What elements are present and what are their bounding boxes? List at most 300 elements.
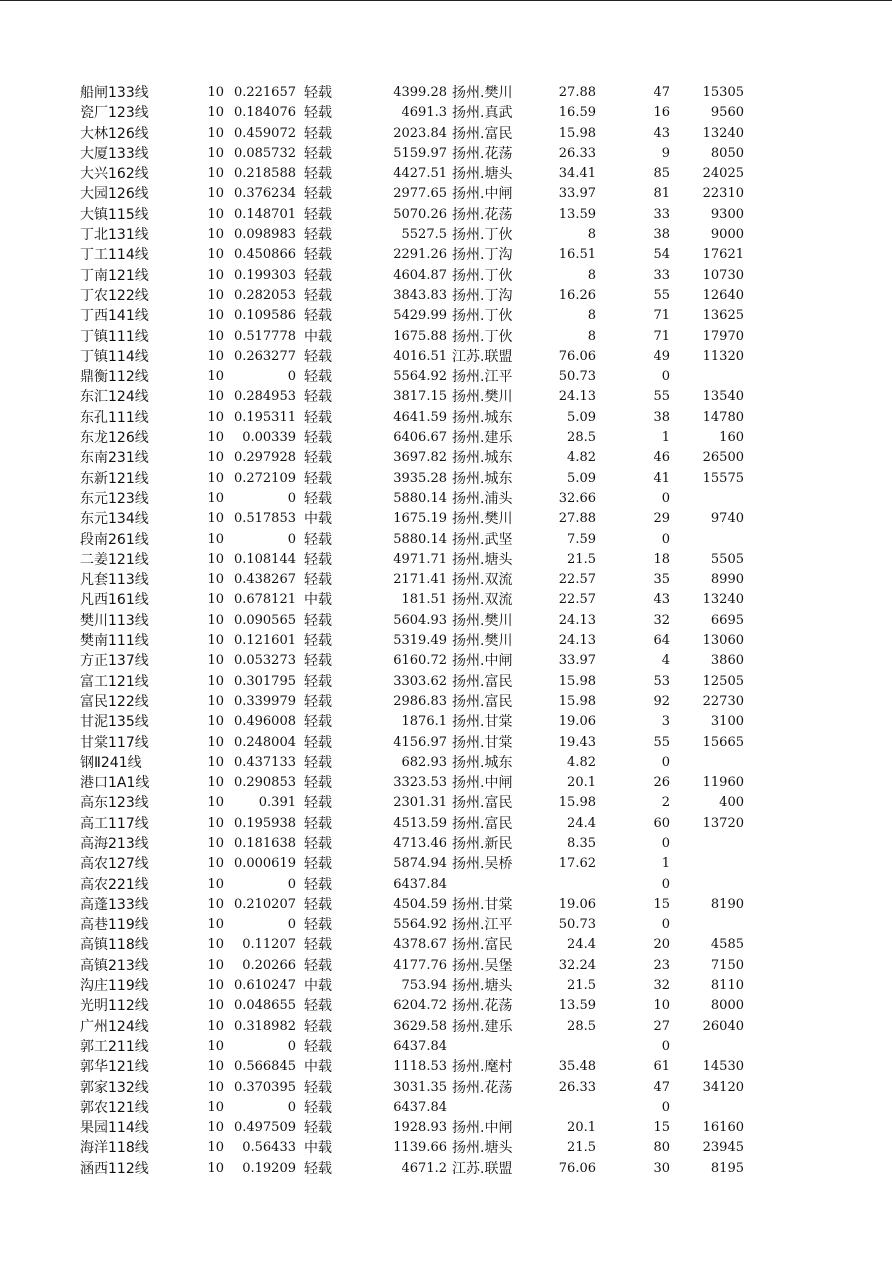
capacity-cell: 5527.5	[401, 227, 447, 243]
load-rate-cell: 0.195938	[233, 815, 296, 831]
capacity-cell: 6437.84	[393, 1038, 447, 1054]
voltage-cell: 10	[207, 470, 224, 486]
voltage-cell: 10	[207, 348, 224, 364]
load-rate-cell: 0.678121	[233, 592, 296, 608]
load-status-cell: 轻载	[304, 125, 332, 142]
voltage-cell: 10	[207, 937, 224, 953]
substation-cell: 扬州.中闸	[452, 775, 513, 792]
capacity-cell: 753.94	[401, 978, 447, 994]
load-status-cell: 轻载	[304, 551, 332, 568]
load-status-cell: 轻载	[304, 308, 332, 325]
capacity-cell: 5159.97	[393, 145, 447, 161]
substation-cell: 扬州.双流	[452, 592, 513, 609]
capacity-cell: 4713.46	[393, 835, 447, 851]
load-rate-cell: 0.098983	[233, 227, 296, 243]
voltage-cell: 10	[207, 145, 224, 161]
table-row	[0, 184, 892, 204]
voltage-cell: 10	[207, 227, 224, 243]
substation-cell: 扬州.吴桥	[452, 856, 513, 873]
table-row	[0, 895, 892, 915]
line-name-cell: 甘泥135线	[80, 714, 149, 731]
substation-cell: 扬州.富民	[452, 815, 513, 832]
line-name-cell: 甘棠117线	[80, 734, 149, 751]
length-cell: 5.09	[567, 409, 596, 425]
voltage-cell: 10	[207, 754, 224, 770]
capacity-cell: 4378.67	[393, 937, 447, 953]
voltage-cell: 10	[207, 896, 224, 912]
substation-cell: 扬州.丁沟	[452, 287, 513, 304]
kva-cell: 4585	[710, 937, 744, 953]
line-name-cell: 果园114线	[80, 1120, 149, 1137]
length-cell: 15.98	[558, 125, 596, 141]
count-cell: 0	[661, 876, 670, 892]
load-status-cell: 轻载	[304, 1099, 332, 1116]
load-status-cell: 轻载	[304, 998, 332, 1015]
capacity-cell: 1928.93	[393, 1120, 447, 1136]
voltage-cell: 10	[207, 693, 224, 709]
line-name-cell: 高工117线	[80, 815, 149, 832]
count-cell: 47	[653, 85, 670, 100]
count-cell: 15	[653, 896, 670, 912]
substation-cell: 扬州.城东	[452, 409, 513, 426]
length-cell: 28.5	[567, 1018, 596, 1034]
count-cell: 0	[661, 490, 670, 506]
substation-cell: 扬州.城东	[452, 470, 513, 487]
substation-cell: 扬州.富民	[452, 673, 513, 690]
load-rate-cell: 0.053273	[233, 653, 296, 669]
substation-cell: 扬州.浦头	[452, 490, 513, 507]
line-name-cell: 高农221线	[80, 876, 149, 893]
line-name-cell: 船闸133线	[80, 85, 149, 101]
load-status-cell: 轻载	[304, 85, 332, 101]
load-status-cell: 中载	[304, 511, 332, 528]
line-name-cell: 广州124线	[80, 1018, 149, 1035]
count-cell: 32	[653, 612, 670, 628]
load-rate-cell: 0.184076	[233, 105, 296, 121]
substation-cell: 扬州.甘棠	[452, 714, 513, 731]
kva-cell: 34120	[702, 1079, 744, 1095]
table-row	[0, 327, 892, 347]
line-name-cell: 二姜121线	[80, 551, 149, 568]
load-rate-cell: 0.210207	[233, 896, 296, 912]
table-row	[0, 530, 892, 550]
voltage-cell: 10	[207, 369, 224, 385]
table-row	[0, 692, 892, 712]
load-status-cell: 轻载	[304, 287, 332, 304]
substation-cell: 扬州.城东	[452, 450, 513, 467]
load-status-cell: 轻载	[304, 1079, 332, 1096]
line-name-cell: 凡西161线	[80, 592, 149, 609]
length-cell: 24.4	[567, 937, 596, 953]
line-name-cell: 大园126线	[80, 186, 149, 203]
line-name-cell: 高巷119线	[80, 917, 149, 934]
capacity-cell: 6437.84	[393, 876, 447, 892]
substation-cell: 扬州.塘头	[452, 978, 513, 995]
table-row	[0, 469, 892, 489]
count-cell: 64	[653, 633, 670, 649]
voltage-cell: 10	[207, 511, 224, 527]
table-row	[0, 509, 892, 529]
capacity-cell: 1139.66	[393, 1140, 447, 1156]
kva-cell: 9300	[710, 206, 744, 222]
kva-cell: 14530	[702, 1059, 744, 1075]
kva-cell: 8195	[710, 1160, 744, 1176]
voltage-cell: 10	[207, 714, 224, 730]
length-cell: 8	[587, 227, 596, 243]
load-rate-cell: 0.090565	[233, 612, 296, 628]
substation-cell: 扬州.富民	[452, 937, 513, 954]
line-name-cell: 东元134线	[80, 511, 149, 528]
count-cell: 0	[661, 1099, 670, 1115]
substation-cell: 扬州.富民	[452, 125, 513, 142]
capacity-cell: 2171.41	[393, 572, 447, 588]
line-name-cell: 高海213线	[80, 835, 149, 852]
load-status-cell: 轻载	[304, 105, 332, 122]
count-cell: 55	[653, 287, 670, 303]
capacity-cell: 6406.67	[393, 430, 447, 446]
length-cell: 32.24	[558, 957, 596, 973]
line-name-cell: 富民122线	[80, 693, 149, 710]
capacity-cell: 3629.58	[393, 1018, 447, 1034]
length-cell: 15.98	[558, 795, 596, 811]
load-status-cell: 轻载	[304, 957, 332, 974]
table-row	[0, 1118, 892, 1138]
count-cell: 15	[653, 1120, 670, 1136]
substation-cell: 扬州.塘头	[452, 166, 513, 183]
line-name-cell: 鼎衡112线	[80, 369, 149, 386]
load-status-cell: 轻载	[304, 267, 332, 284]
load-status-cell: 轻载	[304, 775, 332, 792]
load-rate-cell: 0.148701	[233, 206, 296, 222]
capacity-cell: 4427.51	[393, 166, 447, 182]
load-rate-cell: 0.566845	[233, 1059, 296, 1075]
table-row	[0, 205, 892, 225]
load-status-cell: 轻载	[304, 633, 332, 650]
kva-cell: 8050	[710, 145, 744, 161]
line-name-cell: 港口1A1线	[80, 775, 150, 792]
capacity-cell: 3697.82	[393, 450, 447, 466]
voltage-cell: 10	[207, 1059, 224, 1075]
load-rate-cell: 0.108144	[233, 551, 296, 567]
load-rate-cell: 0.517853	[233, 511, 296, 527]
kva-cell: 23945	[702, 1140, 744, 1156]
substation-cell: 扬州.中闸	[452, 653, 513, 670]
line-name-cell: 钢Ⅱ241线	[80, 754, 142, 771]
load-rate-cell: 0.459072	[233, 125, 296, 141]
voltage-cell: 10	[207, 612, 224, 628]
substation-cell: 扬州.武坚	[452, 531, 513, 548]
capacity-cell: 3303.62	[393, 673, 447, 689]
substation-cell: 扬州.中闸	[452, 1120, 513, 1137]
substation-cell: 扬州.建乐	[452, 1018, 513, 1035]
kva-cell: 8990	[710, 572, 744, 588]
substation-cell: 扬州.塘头	[452, 551, 513, 568]
load-rate-cell: 0.370395	[233, 1079, 296, 1095]
load-status-cell: 轻载	[304, 490, 332, 507]
count-cell: 47	[653, 1079, 670, 1095]
length-cell: 27.88	[558, 511, 596, 527]
line-name-cell: 高蓬133线	[80, 896, 149, 913]
count-cell: 29	[653, 511, 670, 527]
substation-cell: 扬州.樊川	[452, 612, 513, 629]
line-name-cell: 东龙126线	[80, 430, 149, 447]
count-cell: 20	[653, 937, 670, 953]
line-name-cell: 郭家132线	[80, 1079, 149, 1096]
load-status-cell: 轻载	[304, 572, 332, 589]
load-status-cell: 轻载	[304, 754, 332, 771]
load-rate-cell: 0.218588	[233, 166, 296, 182]
kva-cell: 9560	[710, 105, 744, 121]
load-rate-cell: 0.00339	[242, 430, 296, 446]
voltage-cell: 10	[207, 1120, 224, 1136]
load-status-cell: 轻载	[304, 815, 332, 832]
line-name-cell: 丁农122线	[80, 287, 149, 304]
table-row	[0, 996, 892, 1016]
load-rate-cell: 0.391	[258, 795, 296, 811]
kva-cell: 9740	[710, 511, 744, 527]
load-rate-cell: 0.496008	[233, 714, 296, 730]
substation-cell: 扬州.塘头	[452, 1140, 513, 1157]
capacity-cell: 4177.76	[393, 957, 447, 973]
kva-cell: 6695	[710, 612, 744, 628]
line-name-cell: 大镇115线	[80, 206, 149, 223]
load-status-cell: 轻载	[304, 896, 332, 913]
length-cell: 76.06	[558, 348, 596, 364]
load-status-cell: 轻载	[304, 1160, 332, 1177]
voltage-cell: 10	[207, 531, 224, 547]
voltage-cell: 10	[207, 572, 224, 588]
capacity-cell: 4399.28	[393, 85, 447, 100]
count-cell: 26	[653, 775, 670, 791]
capacity-cell: 5564.92	[393, 917, 447, 933]
count-cell: 71	[653, 328, 670, 344]
line-name-cell: 樊川113线	[80, 612, 149, 629]
line-name-cell: 丁南121线	[80, 267, 149, 284]
kva-cell: 24025	[702, 166, 744, 182]
table-row	[0, 245, 892, 265]
load-rate-cell: 0.301795	[233, 673, 296, 689]
voltage-cell: 10	[207, 917, 224, 933]
capacity-cell: 3323.53	[393, 775, 447, 791]
substation-cell: 扬州.丁伙	[452, 267, 513, 284]
load-status-cell: 中载	[304, 592, 332, 609]
length-cell: 15.98	[558, 673, 596, 689]
data-table	[0, 83, 892, 1179]
kva-cell: 12640	[702, 287, 744, 303]
load-status-cell: 中载	[304, 1140, 332, 1157]
table-row	[0, 1098, 892, 1118]
load-rate-cell: 0.263277	[233, 348, 296, 364]
substation-cell: 扬州.甘棠	[452, 734, 513, 751]
substation-cell: 扬州.麾村	[452, 1059, 513, 1076]
line-name-cell: 樊南111线	[80, 633, 149, 650]
kva-cell: 22310	[702, 186, 744, 202]
voltage-cell: 10	[207, 653, 224, 669]
line-name-cell: 段南261线	[80, 531, 149, 548]
capacity-cell: 6437.84	[393, 1099, 447, 1115]
count-cell: 71	[653, 308, 670, 324]
length-cell: 13.59	[558, 206, 596, 222]
length-cell: 24.13	[558, 389, 596, 405]
voltage-cell: 10	[207, 998, 224, 1014]
load-status-cell: 轻载	[304, 430, 332, 447]
load-status-cell: 轻载	[304, 206, 332, 223]
count-cell: 33	[653, 206, 670, 222]
voltage-cell: 10	[207, 673, 224, 689]
table-row	[0, 793, 892, 813]
load-status-cell: 轻载	[304, 389, 332, 406]
capacity-cell: 1675.88	[393, 328, 447, 344]
capacity-cell: 6204.72	[393, 998, 447, 1014]
length-cell: 27.88	[558, 85, 596, 100]
table-row	[0, 1138, 892, 1158]
count-cell: 43	[653, 592, 670, 608]
capacity-cell: 3817.15	[393, 389, 447, 405]
table-row	[0, 428, 892, 448]
voltage-cell: 10	[207, 389, 224, 405]
table-row	[0, 124, 892, 144]
line-name-cell: 高镇118线	[80, 937, 149, 954]
kva-cell: 11960	[702, 775, 744, 791]
count-cell: 53	[653, 673, 670, 689]
length-cell: 22.57	[558, 572, 596, 588]
kva-cell: 3100	[710, 714, 744, 730]
table-row	[0, 733, 892, 753]
capacity-cell: 3935.28	[393, 470, 447, 486]
count-cell: 0	[661, 1038, 670, 1054]
load-status-cell: 轻载	[304, 835, 332, 852]
load-rate-cell: 0.048655	[233, 998, 296, 1014]
load-rate-cell: 0.290853	[233, 775, 296, 791]
table-row	[0, 144, 892, 164]
length-cell: 8	[587, 328, 596, 344]
voltage-cell: 10	[207, 206, 224, 222]
count-cell: 81	[653, 186, 670, 202]
voltage-cell: 10	[207, 856, 224, 872]
capacity-cell: 682.93	[401, 754, 447, 770]
count-cell: 30	[653, 1160, 670, 1176]
load-status-cell: 轻载	[304, 1120, 332, 1137]
line-name-cell: 高镇213线	[80, 957, 149, 974]
count-cell: 33	[653, 267, 670, 283]
capacity-cell: 4504.59	[393, 896, 447, 912]
length-cell: 50.73	[558, 369, 596, 385]
count-cell: 61	[653, 1059, 670, 1075]
kva-cell: 26500	[702, 450, 744, 466]
length-cell: 33.97	[558, 186, 596, 202]
table-row	[0, 286, 892, 306]
line-name-cell: 海洋118线	[80, 1140, 149, 1157]
table-row	[0, 570, 892, 590]
voltage-cell: 10	[207, 633, 224, 649]
capacity-cell: 1675.19	[393, 511, 447, 527]
kva-cell: 160	[719, 430, 744, 446]
table-row	[0, 611, 892, 631]
table-row	[0, 83, 892, 103]
table-row	[0, 266, 892, 286]
table-row	[0, 164, 892, 184]
length-cell: 50.73	[558, 917, 596, 933]
voltage-cell: 10	[207, 125, 224, 141]
count-cell: 0	[661, 369, 670, 385]
capacity-cell: 4513.59	[393, 815, 447, 831]
load-status-cell: 轻载	[304, 227, 332, 244]
length-cell: 8	[587, 267, 596, 283]
table-row	[0, 854, 892, 874]
length-cell: 26.33	[558, 1079, 596, 1095]
substation-cell: 扬州.樊川	[452, 633, 513, 650]
line-name-cell: 郭工211线	[80, 1038, 149, 1055]
kva-cell: 17970	[702, 328, 744, 344]
substation-cell: 扬州.建乐	[452, 430, 513, 447]
line-name-cell: 大厦133线	[80, 145, 149, 162]
voltage-cell: 10	[207, 1099, 224, 1115]
length-cell: 24.13	[558, 633, 596, 649]
substation-cell: 扬州.丁沟	[452, 247, 513, 264]
substation-cell: 扬州.樊川	[452, 511, 513, 528]
capacity-cell: 2986.83	[393, 693, 447, 709]
voltage-cell: 10	[207, 876, 224, 892]
line-name-cell: 瓷厂123线	[80, 105, 149, 122]
line-name-cell: 东孔111线	[80, 409, 149, 426]
load-rate-cell: 0	[287, 369, 296, 385]
table-row	[0, 103, 892, 123]
line-name-cell: 丁镇111线	[80, 328, 149, 345]
voltage-cell: 10	[207, 267, 224, 283]
kva-cell: 8000	[710, 998, 744, 1014]
table-row	[0, 225, 892, 245]
load-status-cell: 中载	[304, 1059, 332, 1076]
line-name-cell: 高东123线	[80, 795, 149, 812]
capacity-cell: 6160.72	[393, 653, 447, 669]
line-name-cell: 东南231线	[80, 450, 149, 467]
voltage-cell: 10	[207, 490, 224, 506]
kva-cell: 10730	[702, 267, 744, 283]
count-cell: 49	[653, 348, 670, 364]
kva-cell: 17621	[702, 247, 744, 263]
count-cell: 38	[653, 227, 670, 243]
voltage-cell: 10	[207, 1018, 224, 1034]
substation-cell: 江苏.联盟	[452, 348, 513, 365]
table-row	[0, 387, 892, 407]
capacity-cell: 4156.97	[393, 734, 447, 750]
count-cell: 55	[653, 389, 670, 405]
length-cell: 24.13	[558, 612, 596, 628]
line-name-cell: 丁工114线	[80, 247, 149, 264]
load-status-cell: 轻载	[304, 409, 332, 426]
load-status-cell: 轻载	[304, 693, 332, 710]
kva-cell: 13720	[702, 815, 744, 831]
count-cell: 0	[661, 531, 670, 547]
voltage-cell: 10	[207, 105, 224, 121]
count-cell: 0	[661, 835, 670, 851]
length-cell: 20.1	[567, 1120, 596, 1136]
load-rate-cell: 0	[287, 1038, 296, 1054]
kva-cell: 5505	[710, 551, 744, 567]
capacity-cell: 3843.83	[393, 287, 447, 303]
table-row	[0, 875, 892, 895]
capacity-cell: 5880.14	[393, 490, 447, 506]
kva-cell: 400	[719, 795, 744, 811]
substation-cell: 扬州.江平	[452, 917, 513, 934]
table-row	[0, 1159, 892, 1179]
count-cell: 60	[653, 815, 670, 831]
load-rate-cell: 0.610247	[233, 978, 296, 994]
table-row	[0, 976, 892, 996]
voltage-cell: 10	[207, 328, 224, 344]
table-row	[0, 672, 892, 692]
table-row	[0, 773, 892, 793]
